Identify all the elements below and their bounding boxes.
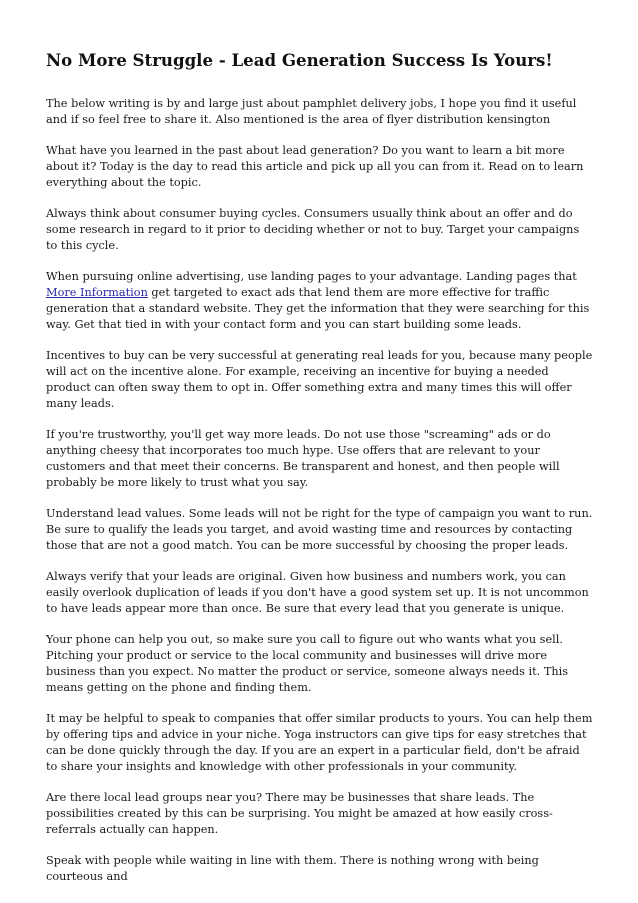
paragraph-waiting-line: Speak with people while waiting in line with them. There is nothing wrong with being courteous and (46, 854, 539, 883)
more-information-link[interactable]: More Information (46, 286, 148, 299)
paragraph-verify-leads: Always verify that your leads are original. Given how business and numbers work, you can easily overlook duplication of leads if you don't have a good system set up. It is not uncommon to have leads appear more than once. Be sure that every lead that you generate is unique. (46, 570, 589, 615)
paragraph-lead-values: Understand lead values. Some leads will not be right for the type of campaign you want to run. Be sure to qualify the leads you target, and avoid wasting time and resources by contacting those that are not a good match. You can be more successful by choosing the proper leads. (46, 507, 593, 552)
paragraph-trustworthy: If you're trustworthy, you'll get way more leads. Do not use those "screaming" ads or do anything cheesy that incorporates too much hype. Use offers that are relevant to your customers and that meet their concerns. Be transparent and honest, and then people will probably be more likely to trust what you say. (46, 428, 560, 489)
document-page (46, 48, 594, 900)
landing-pages-text-before: When pursuing online advertising, use landing pages to your advantage. Landing pages that (46, 270, 577, 283)
paragraph-incentives: Incentives to buy can be very successful at generating real leads for you, because many people will act on the incentive alone. For example, receiving an incentive for buying a needed product can often sway them to opt in. Offer something extra and many times this will offer many leads. (46, 349, 593, 410)
paragraph-phone: Your phone can help you out, so make sure you call to figure out who wants what you sell. Pitching your product or service to the local community and businesses will drive more business than you expect. No matter the product or service, someone always needs it. This means getting on the phone and finding them. (46, 633, 569, 694)
paragraph-intro: The below writing is by and large just about pamphlet delivery jobs, I hope you find it useful and if so feel free to share it. Also mentioned is the area of flyer distribution kensington (46, 97, 577, 126)
page-title: No More Struggle - Lead Generation Success Is Yours! (46, 50, 553, 70)
paragraph-buying-cycles: Always think about consumer buying cycles. Consumers usually think about an offer and do some research in regard to it prior to deciding whether or not to buy. Target your campaigns to this cycle. (46, 207, 580, 252)
paragraph-lead-groups: Are there local lead groups near you? There may be businesses that share leads. The possibilities created by this can be surprising. You might be amazed at how easily cross-referrals actually can happen. (46, 791, 553, 836)
paragraph-landing-pages (46, 269, 594, 333)
landing-pages-text-after: get targeted to exact ads that lend them are more effective for traffic generation that a standard website. They get the information that they were searching for this way. Get that tied in with your contact form and you can start building some leads. (46, 286, 590, 331)
paragraph-learned: What have you learned in the past about lead generation? Do you want to learn a bit more about it? Today is the day to read this article and pick up all you can from it. Read on to learn everything about the topic. (46, 144, 584, 189)
paragraph-similar-companies: It may be helpful to speak to companies that offer similar products to yours. You can help them by offering tips and advice in your niche. Yoga instructors can give tips for easy stretches that can be done quickly through the day. If you are an expert in a particular field, don't be afraid to share your insights and knowledge with other professionals in your community. (46, 712, 593, 773)
